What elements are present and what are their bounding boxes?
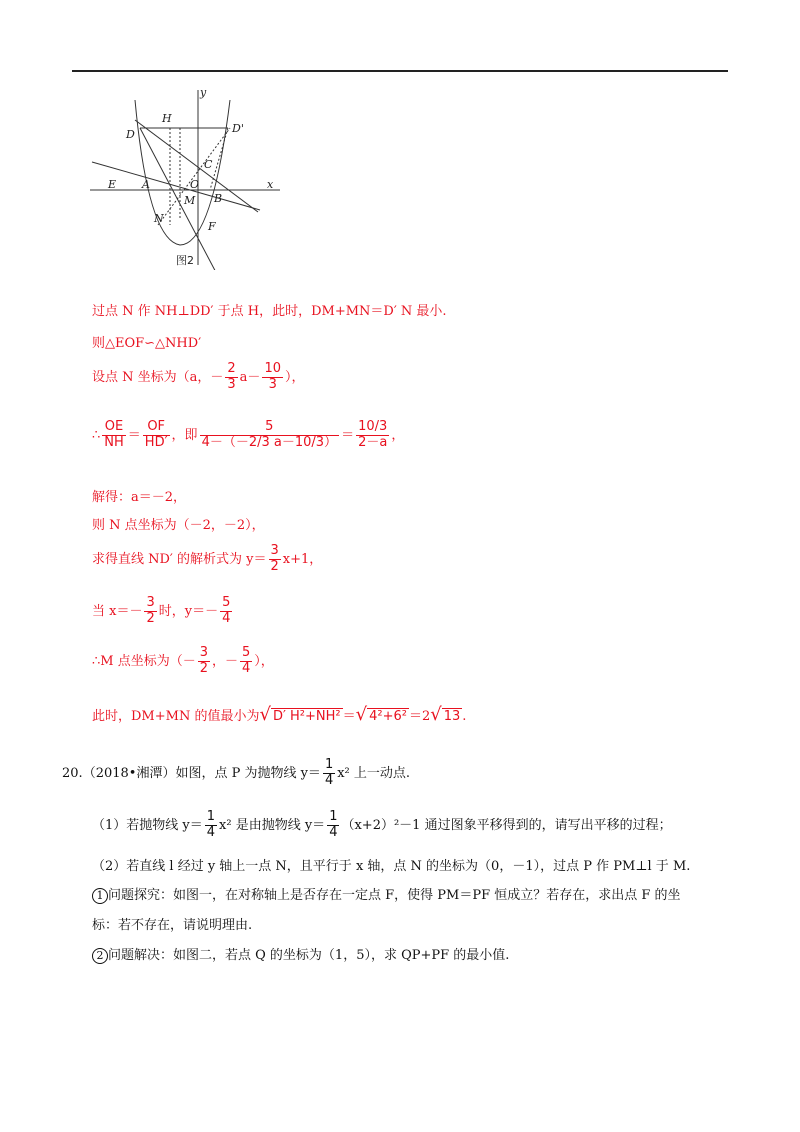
problem-20-sub-2: 2 问题解决：如图二，若点 Q 的坐标为（1，5），求 QP+PF 的最小值. bbox=[92, 944, 509, 964]
problem-20-part-2: （2）若直线 l 经过 y 轴上一点 N，且平行于 x 轴，点 N 的坐标为（0，－1），过点 P 作 PM⊥l 于 M. bbox=[92, 859, 691, 874]
fig-label-x: x bbox=[267, 178, 274, 191]
problem-20-sub-1-cont: 标：若不存在，请说明理由. bbox=[92, 918, 253, 933]
solution-line-3: 设点 N 坐标为（a，－ $\frac{2}{3}$ a－ $\frac{10}{3}$ ）， bbox=[92, 361, 305, 392]
figure-caption: 图2 bbox=[176, 254, 194, 267]
problem-number: 20. bbox=[62, 765, 83, 781]
line-ef bbox=[92, 162, 260, 210]
solution-line-9: ∴M 点坐标为（－ $\frac{3}{2}$ ，－ $\frac{5}{4}$ ）， bbox=[92, 645, 274, 676]
problem-20-sub-1: 1 问题探究：如图一，在对称轴上是否存在一定点 F，使得 PM＝PF 恒成立？若存在，求出点 F 的坐 bbox=[92, 884, 681, 904]
solution-line-4: ∴ $\frac{OE}{NH}$ ＝ $\frac{OF}{HD'}$ ，即 $\frac{5}{4-(-2/3 a-10/3)}$ ＝ $\frac{10/3}{2-a}$ ， bbox=[92, 419, 405, 450]
solution-line-10: 此时，DM+MN 的值最小为√ D′ H²+NH² ＝√ 4²+6² ＝2√ 13 . bbox=[92, 704, 467, 725]
fig-label-c: C bbox=[204, 158, 213, 171]
fig-label-b: B bbox=[214, 192, 223, 205]
fig-label-n: N bbox=[154, 212, 164, 225]
fig-label-m: M bbox=[184, 194, 196, 207]
header-rule bbox=[72, 70, 728, 72]
solution-line-5: 解得：a＝－2， bbox=[92, 490, 187, 505]
fig-label-h: H bbox=[162, 112, 172, 125]
solution-line-8: 当 x＝－ $\frac{3}{2}$ 时，y＝－ $\frac{5}{4}$ bbox=[92, 595, 231, 626]
fig-label-f: F bbox=[208, 220, 216, 233]
solution-line-2: 则△EOF∽△NHD′ bbox=[92, 336, 202, 351]
fig-label-e: E bbox=[108, 178, 117, 191]
fig-label-dprime: D' bbox=[232, 122, 244, 135]
parabola bbox=[135, 100, 230, 245]
geometry-figure bbox=[80, 80, 290, 270]
problem-20-stem: 20.（2018•湘潭）如图，点 P 为抛物线 y＝ $\frac{1}{4}$ x² 上一动点. bbox=[62, 757, 411, 788]
fig-label-y: y bbox=[200, 86, 207, 99]
fig-label-a: A bbox=[142, 178, 150, 191]
solution-line-7: 求得直线 ND′ 的解析式为 y＝ $\frac{3}{2}$ x+1， bbox=[92, 543, 323, 574]
solution-line-1: 过点 N 作 NH⊥DD′ 于点 H，此时，DM+MN＝D′ N 最小. bbox=[92, 304, 447, 319]
fig-label-o: O bbox=[190, 178, 200, 191]
problem-20-part-1: （1）若抛物线 y＝ $\frac{1}{4}$ x² 是由抛物线 y＝ $\frac{1}{4}$ （x+2）²－1 通过图象平移得到的，请写出平移的过程； bbox=[92, 809, 672, 840]
solution-line-6: 则 N 点坐标为（－2，－2）， bbox=[92, 518, 265, 533]
fig-label-d: D bbox=[126, 128, 135, 141]
